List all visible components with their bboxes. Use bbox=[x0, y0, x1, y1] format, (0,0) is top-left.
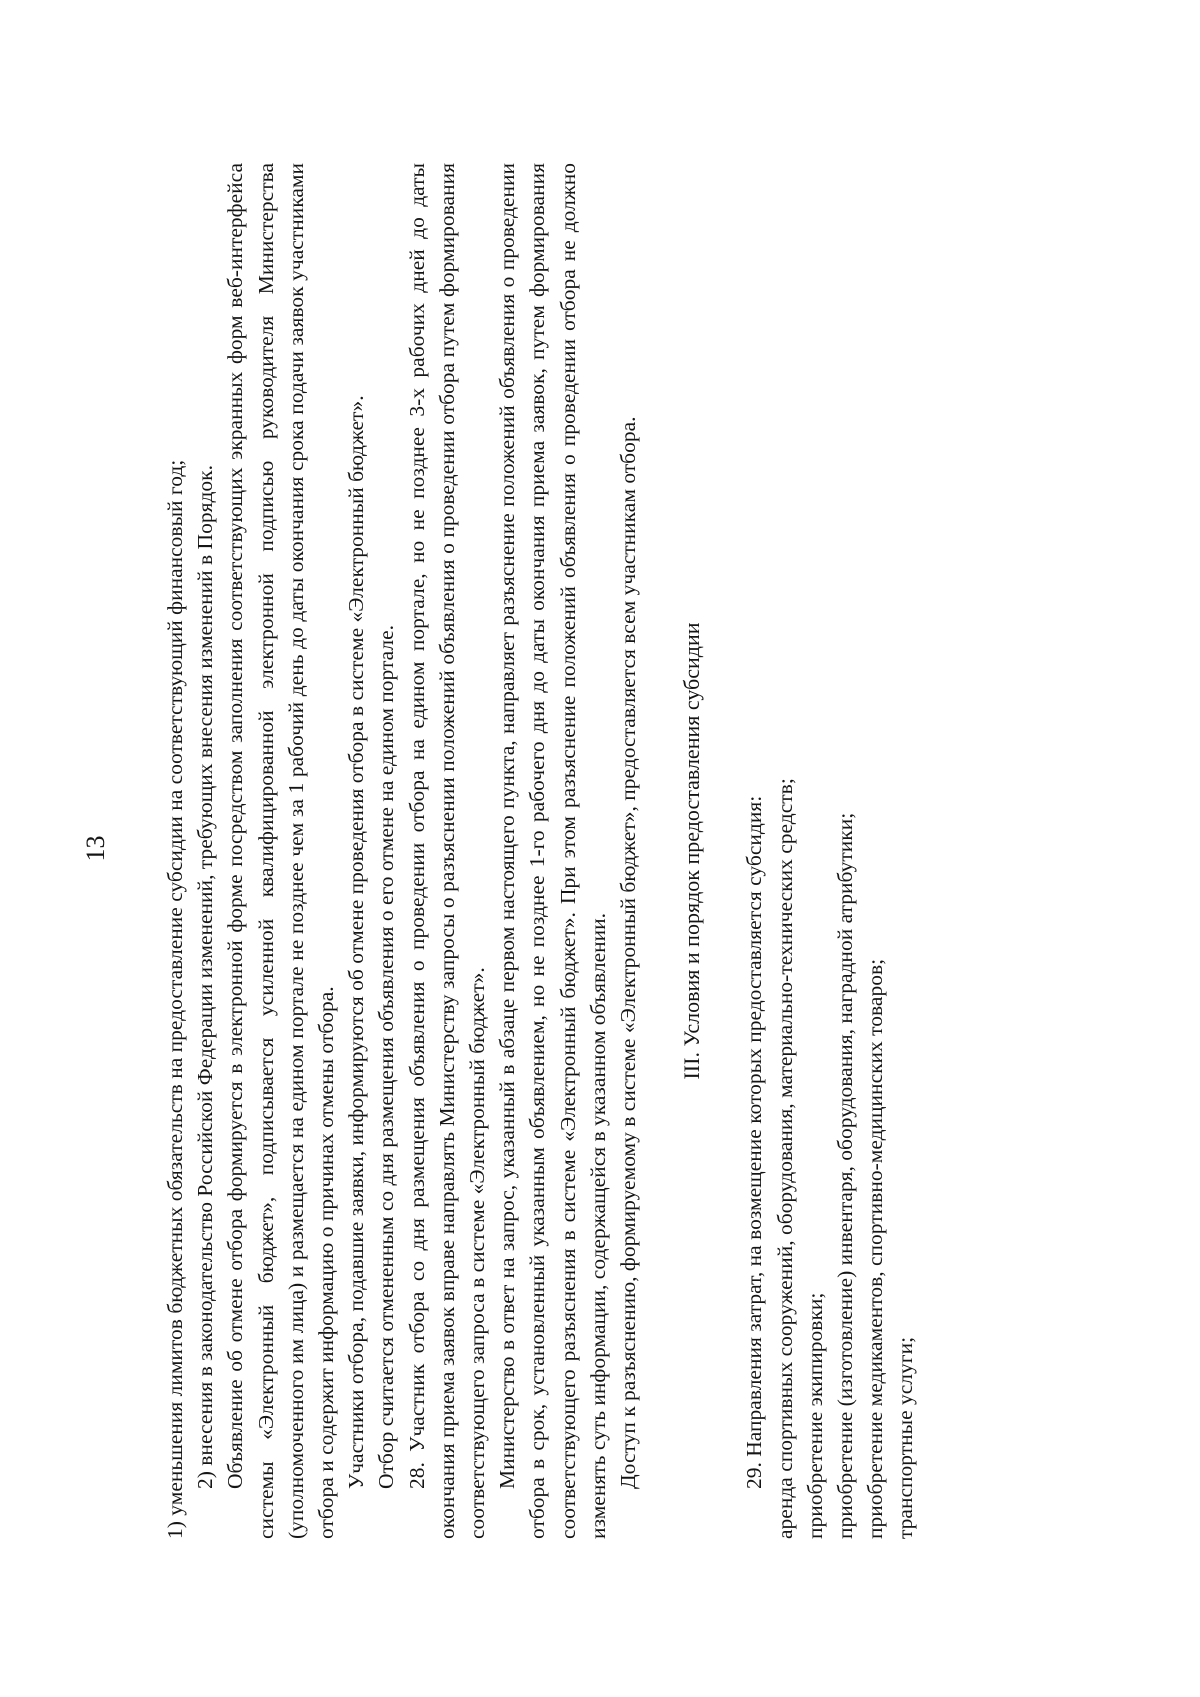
paragraph-access-clarification: Доступ к разъяснению, формируемому в системе «Электронный бюджет», предоставляется всем участникам отбора. bbox=[616, 416, 641, 1489]
list-item: приобретение (изготовление) инвентаря, оборудования, наградной атрибутики; bbox=[833, 812, 858, 1539]
paragraph-participants-informed: Участники отбора, подавшие заявки, информируются об отмене проведения отбора в системе «Электронный бюджет». bbox=[344, 395, 369, 1489]
document-body bbox=[160, 163, 921, 1539]
paragraph-selection-cancelled: Отбор считается отмененным со дня размещения объявления о его отмене на едином портале. bbox=[374, 624, 399, 1489]
paragraph-item-28: 28. Участник отбора со дня размещения объявления о проведении отбора на едином портале, но не позднее 3-х рабочих дней до даты окончания приема заявок вправе направлять Министерству запросы о разъяснении положений объявления о проведении отбора путем формирования соответствующего запроса в системе «Электронный бюджет». bbox=[404, 163, 490, 1539]
paragraph-cancel-notice: Объявление об отмене отбора формируется в электронной форме посредством заполнения соответствующих экранных форм веб-интерфейса системы «Электронный бюджет», подписывается усиленной квалифицированной электронной подписью руководителя Министерства (уполномоченного им лица) и размещается на едином портале не позднее чем за 1 рабочий день до даты окончания срока подачи заявок участниками отбора и содержит информацию о причинах отмены отбора. bbox=[223, 163, 339, 1539]
paragraph-item-2: 2) внесения в законодательство Российской Федерации изменений, требующих внесения изменений в Порядок. bbox=[193, 465, 218, 1489]
list-item: приобретение экипировки; bbox=[802, 1292, 827, 1539]
paragraph-ministry-response: Министерство в ответ на запрос, указанный в абзаце первом настоящего пункта, направляет разъяснение положений объявления о проведении отбора в срок, установленный указанным объявлением, но не позднее 1-го рабочего дня до даты окончания приема заявок, путем формирования соответствующего разъяснения в системе «Электронный бюджет». При этом разъяснение положений объявления о проведении отбора не должно изменять суть информации, содержащейся в указанном объявлении. bbox=[495, 163, 610, 1539]
list-item: транспортные услуги; bbox=[893, 1336, 918, 1539]
list-item: приобретение медикаментов, спортивно-медицинских товаров; bbox=[863, 958, 888, 1539]
section-heading: III. Условия и порядок предоставления субсидии bbox=[679, 622, 705, 1080]
list-item: аренда спортивных сооружений, оборудования, материально-технических средств; bbox=[772, 778, 797, 1539]
paragraph-item-1: 1) уменьшения лимитов бюджетных обязательств на предоставление субсидии на соответствующий финансовый год; bbox=[163, 459, 187, 1539]
paragraph-item-29-intro: 29. Направления затрат, на возмещение которых предоставляется субсидия: bbox=[742, 795, 767, 1489]
page-number: 13 bbox=[81, 835, 110, 862]
